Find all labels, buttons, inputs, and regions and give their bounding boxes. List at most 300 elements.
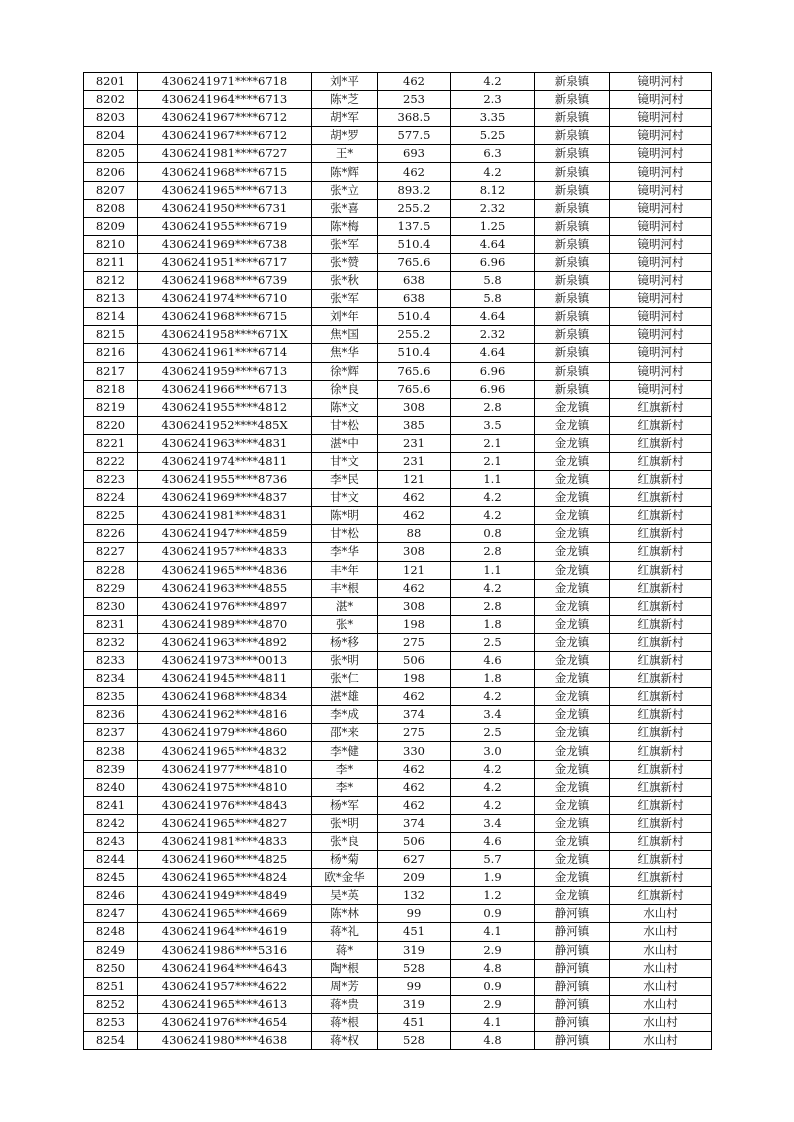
- town-cell: 金龙镇: [535, 778, 610, 796]
- table-row: [84, 217, 712, 235]
- row-number-cell: 8217: [84, 362, 138, 380]
- name-cell: 张*: [312, 615, 378, 633]
- table-row: [84, 452, 712, 470]
- name-cell: 蒋*: [312, 941, 378, 959]
- area-cell: 6.96: [451, 253, 535, 271]
- id-number-cell: 4306241974****6710: [138, 290, 312, 308]
- amount-cell: 577.5: [378, 127, 451, 145]
- row-number-cell: 8223: [84, 471, 138, 489]
- village-cell: 镜明河村: [610, 163, 712, 181]
- table-row: [84, 887, 712, 905]
- area-cell: 2.32: [451, 199, 535, 217]
- amount-cell: 198: [378, 670, 451, 688]
- row-number-cell: 8251: [84, 977, 138, 995]
- table-row: [84, 561, 712, 579]
- amount-cell: 319: [378, 995, 451, 1013]
- id-number-cell: 4306241981****6727: [138, 145, 312, 163]
- id-number-cell: 4306241967****6712: [138, 127, 312, 145]
- name-cell: 张*良: [312, 832, 378, 850]
- village-cell: 红旗新村: [610, 597, 712, 615]
- amount-cell: 528: [378, 959, 451, 977]
- amount-cell: 209: [378, 869, 451, 887]
- data-table: [83, 72, 712, 1050]
- village-cell: 红旗新村: [610, 670, 712, 688]
- table-row: [84, 471, 712, 489]
- village-cell: 红旗新村: [610, 778, 712, 796]
- amount-cell: 627: [378, 851, 451, 869]
- area-cell: 1.8: [451, 670, 535, 688]
- table-row: [84, 543, 712, 561]
- town-cell: 金龙镇: [535, 489, 610, 507]
- town-cell: 新泉镇: [535, 181, 610, 199]
- amount-cell: 308: [378, 543, 451, 561]
- id-number-cell: 4306241965****4613: [138, 995, 312, 1013]
- amount-cell: 374: [378, 706, 451, 724]
- town-cell: 新泉镇: [535, 145, 610, 163]
- row-number-cell: 8222: [84, 452, 138, 470]
- name-cell: 蒋*根: [312, 1013, 378, 1031]
- town-cell: 静河镇: [535, 941, 610, 959]
- amount-cell: 462: [378, 760, 451, 778]
- village-cell: 镜明河村: [610, 253, 712, 271]
- amount-cell: 893.2: [378, 181, 451, 199]
- name-cell: 李*民: [312, 471, 378, 489]
- table-row: [84, 109, 712, 127]
- row-number-cell: 8227: [84, 543, 138, 561]
- id-number-cell: 4306241965****4669: [138, 905, 312, 923]
- village-cell: 镜明河村: [610, 91, 712, 109]
- id-number-cell: 4306241964****6713: [138, 91, 312, 109]
- village-cell: 红旗新村: [610, 525, 712, 543]
- area-cell: 4.2: [451, 688, 535, 706]
- id-number-cell: 4306241964****4643: [138, 959, 312, 977]
- table-row: [84, 181, 712, 199]
- village-cell: 水山村: [610, 905, 712, 923]
- area-cell: 2.5: [451, 633, 535, 651]
- name-cell: 蒋*礼: [312, 923, 378, 941]
- area-cell: 4.6: [451, 832, 535, 850]
- row-number-cell: 8231: [84, 615, 138, 633]
- table-row: [84, 778, 712, 796]
- row-number-cell: 8218: [84, 380, 138, 398]
- name-cell: 吴*英: [312, 887, 378, 905]
- village-cell: 镜明河村: [610, 145, 712, 163]
- village-cell: 水山村: [610, 977, 712, 995]
- town-cell: 新泉镇: [535, 91, 610, 109]
- town-cell: 新泉镇: [535, 362, 610, 380]
- table-row: [84, 507, 712, 525]
- table-row: [84, 670, 712, 688]
- id-number-cell: 4306241977****4810: [138, 760, 312, 778]
- area-cell: 4.1: [451, 1013, 535, 1031]
- village-cell: 镜明河村: [610, 127, 712, 145]
- town-cell: 新泉镇: [535, 272, 610, 290]
- village-cell: 红旗新村: [610, 724, 712, 742]
- name-cell: 湛*: [312, 597, 378, 615]
- town-cell: 新泉镇: [535, 217, 610, 235]
- row-number-cell: 8229: [84, 579, 138, 597]
- village-cell: 红旗新村: [610, 869, 712, 887]
- table-row: [84, 724, 712, 742]
- area-cell: 1.1: [451, 471, 535, 489]
- table-row: [84, 869, 712, 887]
- town-cell: 静河镇: [535, 905, 610, 923]
- amount-cell: 319: [378, 941, 451, 959]
- id-number-cell: 4306241950****6731: [138, 199, 312, 217]
- table-row: [84, 163, 712, 181]
- amount-cell: 462: [378, 73, 451, 91]
- town-cell: 金龙镇: [535, 832, 610, 850]
- amount-cell: 462: [378, 688, 451, 706]
- table-row: [84, 91, 712, 109]
- name-cell: 丰*根: [312, 579, 378, 597]
- name-cell: 甘*文: [312, 452, 378, 470]
- id-number-cell: 4306241960****4825: [138, 851, 312, 869]
- amount-cell: 510.4: [378, 308, 451, 326]
- area-cell: 6.3: [451, 145, 535, 163]
- table-row: [84, 905, 712, 923]
- town-cell: 静河镇: [535, 1013, 610, 1031]
- row-number-cell: 8211: [84, 253, 138, 271]
- village-cell: 红旗新村: [610, 471, 712, 489]
- row-number-cell: 8214: [84, 308, 138, 326]
- id-number-cell: 4306241971****6718: [138, 73, 312, 91]
- name-cell: 胡*军: [312, 109, 378, 127]
- table-row: [84, 525, 712, 543]
- area-cell: 2.5: [451, 724, 535, 742]
- amount-cell: 99: [378, 905, 451, 923]
- village-cell: 红旗新村: [610, 507, 712, 525]
- row-number-cell: 8232: [84, 633, 138, 651]
- town-cell: 金龙镇: [535, 579, 610, 597]
- row-number-cell: 8243: [84, 832, 138, 850]
- id-number-cell: 4306241957****4833: [138, 543, 312, 561]
- town-cell: 金龙镇: [535, 434, 610, 452]
- name-cell: 邵*来: [312, 724, 378, 742]
- name-cell: 丰*年: [312, 561, 378, 579]
- town-cell: 金龙镇: [535, 760, 610, 778]
- row-number-cell: 8215: [84, 326, 138, 344]
- town-cell: 新泉镇: [535, 326, 610, 344]
- amount-cell: 385: [378, 416, 451, 434]
- table-row: [84, 290, 712, 308]
- amount-cell: 374: [378, 814, 451, 832]
- id-number-cell: 4306241962****4816: [138, 706, 312, 724]
- area-cell: 5.8: [451, 272, 535, 290]
- amount-cell: 198: [378, 615, 451, 633]
- id-number-cell: 4306241973****0013: [138, 652, 312, 670]
- town-cell: 金龙镇: [535, 597, 610, 615]
- id-number-cell: 4306241955****6719: [138, 217, 312, 235]
- village-cell: 红旗新村: [610, 633, 712, 651]
- village-cell: 镜明河村: [610, 235, 712, 253]
- name-cell: 周*芳: [312, 977, 378, 995]
- id-number-cell: 4306241986****5316: [138, 941, 312, 959]
- town-cell: 新泉镇: [535, 308, 610, 326]
- table-row: [84, 235, 712, 253]
- amount-cell: 255.2: [378, 326, 451, 344]
- table-row: [84, 145, 712, 163]
- name-cell: 刘*平: [312, 73, 378, 91]
- name-cell: 焦*华: [312, 344, 378, 362]
- id-number-cell: 4306241964****4619: [138, 923, 312, 941]
- name-cell: 李*华: [312, 543, 378, 561]
- row-number-cell: 8238: [84, 742, 138, 760]
- area-cell: 4.2: [451, 579, 535, 597]
- name-cell: 张*立: [312, 181, 378, 199]
- village-cell: 水山村: [610, 1013, 712, 1031]
- village-cell: 红旗新村: [610, 796, 712, 814]
- name-cell: 焦*国: [312, 326, 378, 344]
- amount-cell: 510.4: [378, 344, 451, 362]
- amount-cell: 231: [378, 452, 451, 470]
- row-number-cell: 8206: [84, 163, 138, 181]
- area-cell: 5.25: [451, 127, 535, 145]
- town-cell: 新泉镇: [535, 253, 610, 271]
- town-cell: 金龙镇: [535, 742, 610, 760]
- name-cell: 张*喜: [312, 199, 378, 217]
- id-number-cell: 4306241965****6713: [138, 181, 312, 199]
- amount-cell: 99: [378, 977, 451, 995]
- town-cell: 金龙镇: [535, 670, 610, 688]
- area-cell: 4.6: [451, 652, 535, 670]
- name-cell: 蒋*贵: [312, 995, 378, 1013]
- area-cell: 4.2: [451, 778, 535, 796]
- town-cell: 静河镇: [535, 959, 610, 977]
- name-cell: 陶*根: [312, 959, 378, 977]
- row-number-cell: 8239: [84, 760, 138, 778]
- id-number-cell: 4306241976****4843: [138, 796, 312, 814]
- village-cell: 镜明河村: [610, 380, 712, 398]
- area-cell: 4.2: [451, 796, 535, 814]
- table-row: [84, 199, 712, 217]
- town-cell: 新泉镇: [535, 163, 610, 181]
- town-cell: 新泉镇: [535, 235, 610, 253]
- village-cell: 水山村: [610, 923, 712, 941]
- id-number-cell: 4306241945****4811: [138, 670, 312, 688]
- amount-cell: 462: [378, 489, 451, 507]
- table-row: [84, 416, 712, 434]
- area-cell: 6.96: [451, 362, 535, 380]
- name-cell: 刘*年: [312, 308, 378, 326]
- row-number-cell: 8240: [84, 778, 138, 796]
- row-number-cell: 8202: [84, 91, 138, 109]
- village-cell: 红旗新村: [610, 760, 712, 778]
- area-cell: 5.7: [451, 851, 535, 869]
- table-row: [84, 579, 712, 597]
- name-cell: 张*赞: [312, 253, 378, 271]
- table-row: [84, 796, 712, 814]
- id-number-cell: 4306241959****6713: [138, 362, 312, 380]
- area-cell: 2.1: [451, 434, 535, 452]
- area-cell: 5.8: [451, 290, 535, 308]
- amount-cell: 528: [378, 1031, 451, 1049]
- area-cell: 1.9: [451, 869, 535, 887]
- village-cell: 红旗新村: [610, 706, 712, 724]
- id-number-cell: 4306241969****4837: [138, 489, 312, 507]
- row-number-cell: 8228: [84, 561, 138, 579]
- village-cell: 水山村: [610, 959, 712, 977]
- id-number-cell: 4306241955****4812: [138, 398, 312, 416]
- town-cell: 金龙镇: [535, 416, 610, 434]
- row-number-cell: 8230: [84, 597, 138, 615]
- village-cell: 镜明河村: [610, 308, 712, 326]
- id-number-cell: 4306241975****4810: [138, 778, 312, 796]
- town-cell: 金龙镇: [535, 887, 610, 905]
- id-number-cell: 4306241965****4832: [138, 742, 312, 760]
- town-cell: 新泉镇: [535, 380, 610, 398]
- village-cell: 红旗新村: [610, 851, 712, 869]
- village-cell: 红旗新村: [610, 688, 712, 706]
- id-number-cell: 4306241976****4897: [138, 597, 312, 615]
- table-row: [84, 923, 712, 941]
- town-cell: 金龙镇: [535, 507, 610, 525]
- town-cell: 金龙镇: [535, 652, 610, 670]
- table-row: [84, 760, 712, 778]
- name-cell: 李*: [312, 778, 378, 796]
- area-cell: 2.9: [451, 941, 535, 959]
- row-number-cell: 8235: [84, 688, 138, 706]
- name-cell: 张*明: [312, 652, 378, 670]
- town-cell: 新泉镇: [535, 127, 610, 145]
- town-cell: 金龙镇: [535, 706, 610, 724]
- village-cell: 镜明河村: [610, 290, 712, 308]
- row-number-cell: 8204: [84, 127, 138, 145]
- amount-cell: 451: [378, 1013, 451, 1031]
- town-cell: 金龙镇: [535, 452, 610, 470]
- town-cell: 新泉镇: [535, 199, 610, 217]
- area-cell: 4.8: [451, 959, 535, 977]
- village-cell: 红旗新村: [610, 561, 712, 579]
- id-number-cell: 4306241980****4638: [138, 1031, 312, 1049]
- id-number-cell: 4306241965****4827: [138, 814, 312, 832]
- amount-cell: 132: [378, 887, 451, 905]
- row-number-cell: 8242: [84, 814, 138, 832]
- village-cell: 镜明河村: [610, 362, 712, 380]
- name-cell: 甘*松: [312, 416, 378, 434]
- table-row: [84, 308, 712, 326]
- area-cell: 0.9: [451, 905, 535, 923]
- table-row: [84, 941, 712, 959]
- village-cell: 红旗新村: [610, 814, 712, 832]
- name-cell: 张*秋: [312, 272, 378, 290]
- row-number-cell: 8221: [84, 434, 138, 452]
- village-cell: 红旗新村: [610, 452, 712, 470]
- name-cell: 徐*辉: [312, 362, 378, 380]
- id-number-cell: 4306241957****4622: [138, 977, 312, 995]
- table-row: [84, 652, 712, 670]
- id-number-cell: 4306241955****8736: [138, 471, 312, 489]
- table-row: [84, 434, 712, 452]
- village-cell: 红旗新村: [610, 579, 712, 597]
- table-row: [84, 398, 712, 416]
- table-row: [84, 489, 712, 507]
- town-cell: 静河镇: [535, 923, 610, 941]
- area-cell: 1.8: [451, 615, 535, 633]
- area-cell: 2.9: [451, 995, 535, 1013]
- name-cell: 陈*林: [312, 905, 378, 923]
- area-cell: 2.3: [451, 91, 535, 109]
- town-cell: 金龙镇: [535, 543, 610, 561]
- name-cell: 杨*移: [312, 633, 378, 651]
- town-cell: 新泉镇: [535, 73, 610, 91]
- row-number-cell: 8252: [84, 995, 138, 1013]
- table-row: [84, 1013, 712, 1031]
- row-number-cell: 8250: [84, 959, 138, 977]
- name-cell: 张*仁: [312, 670, 378, 688]
- row-number-cell: 8216: [84, 344, 138, 362]
- name-cell: 徐*良: [312, 380, 378, 398]
- table-row: [84, 742, 712, 760]
- amount-cell: 506: [378, 832, 451, 850]
- amount-cell: 255.2: [378, 199, 451, 217]
- table-row: [84, 326, 712, 344]
- row-number-cell: 8248: [84, 923, 138, 941]
- area-cell: 4.1: [451, 923, 535, 941]
- row-number-cell: 8226: [84, 525, 138, 543]
- row-number-cell: 8236: [84, 706, 138, 724]
- town-cell: 金龙镇: [535, 814, 610, 832]
- town-cell: 金龙镇: [535, 796, 610, 814]
- row-number-cell: 8246: [84, 887, 138, 905]
- area-cell: 0.8: [451, 525, 535, 543]
- area-cell: 4.64: [451, 344, 535, 362]
- row-number-cell: 8210: [84, 235, 138, 253]
- area-cell: 1.1: [451, 561, 535, 579]
- town-cell: 金龙镇: [535, 525, 610, 543]
- id-number-cell: 4306241952****485X: [138, 416, 312, 434]
- village-cell: 水山村: [610, 941, 712, 959]
- amount-cell: 510.4: [378, 235, 451, 253]
- row-number-cell: 8234: [84, 670, 138, 688]
- name-cell: 湛*雄: [312, 688, 378, 706]
- name-cell: 陈*芝: [312, 91, 378, 109]
- village-cell: 红旗新村: [610, 742, 712, 760]
- table-row: [84, 615, 712, 633]
- id-number-cell: 4306241961****6714: [138, 344, 312, 362]
- amount-cell: 462: [378, 579, 451, 597]
- area-cell: 2.8: [451, 398, 535, 416]
- area-cell: 3.4: [451, 706, 535, 724]
- village-cell: 红旗新村: [610, 489, 712, 507]
- name-cell: 胡*罗: [312, 127, 378, 145]
- row-number-cell: 8201: [84, 73, 138, 91]
- id-number-cell: 4306241963****4831: [138, 434, 312, 452]
- id-number-cell: 4306241969****6738: [138, 235, 312, 253]
- name-cell: 蒋*权: [312, 1031, 378, 1049]
- row-number-cell: 8209: [84, 217, 138, 235]
- id-number-cell: 4306241979****4860: [138, 724, 312, 742]
- amount-cell: 506: [378, 652, 451, 670]
- area-cell: 4.2: [451, 507, 535, 525]
- id-number-cell: 4306241974****4811: [138, 452, 312, 470]
- table-row: [84, 362, 712, 380]
- area-cell: 4.2: [451, 760, 535, 778]
- name-cell: 甘*文: [312, 489, 378, 507]
- town-cell: 静河镇: [535, 995, 610, 1013]
- area-cell: 4.8: [451, 1031, 535, 1049]
- id-number-cell: 4306241958****671X: [138, 326, 312, 344]
- village-cell: 镜明河村: [610, 109, 712, 127]
- id-number-cell: 4306241947****4859: [138, 525, 312, 543]
- name-cell: 张*明: [312, 814, 378, 832]
- name-cell: 李*健: [312, 742, 378, 760]
- name-cell: 陈*梅: [312, 217, 378, 235]
- row-number-cell: 8224: [84, 489, 138, 507]
- name-cell: 王*: [312, 145, 378, 163]
- area-cell: 1.2: [451, 887, 535, 905]
- area-cell: 1.25: [451, 217, 535, 235]
